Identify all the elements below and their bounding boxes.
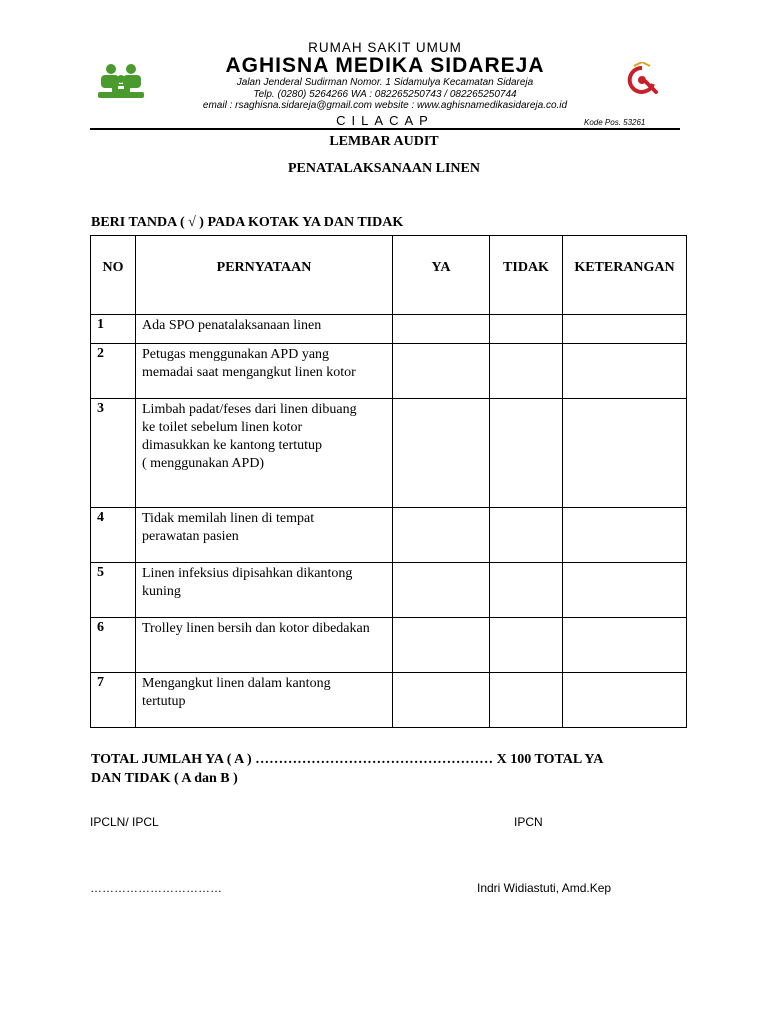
letterhead-text <box>150 40 620 128</box>
column-header-pernyataan: PERNYATAAN <box>136 236 393 315</box>
keterangan-cell[interactable] <box>563 399 687 508</box>
instruction-text: BERI TANDA ( √ ) PADA KOTAK YA DAN TIDAK <box>91 215 404 230</box>
statement-line: Trolley linen bersih dan kotor dibedakan <box>142 621 370 636</box>
table-row <box>91 618 687 673</box>
total-formula-line: TOTAL JUMLAH YA ( A ) …………………………………………… X 100 TOTAL YA <box>91 752 604 767</box>
table-row <box>91 344 687 399</box>
hospital-city: CILACAP <box>336 112 434 128</box>
statement-cell <box>136 673 393 728</box>
statement-cell <box>136 563 393 618</box>
tidak-checkbox-cell[interactable] <box>490 508 563 563</box>
statement-line: ( menggunakan APD) <box>142 456 265 471</box>
row-number: 5 <box>91 563 136 618</box>
keterangan-cell[interactable] <box>563 508 687 563</box>
statement-cell <box>136 344 393 399</box>
statement-cell <box>136 508 393 563</box>
tidak-checkbox-cell[interactable] <box>490 344 563 399</box>
statement-line: kuning <box>142 584 181 599</box>
tidak-checkbox-cell[interactable] <box>490 563 563 618</box>
statement-line: memadai saat mengangkut linen kotor <box>142 365 356 380</box>
ya-checkbox-cell[interactable] <box>393 563 490 618</box>
ya-checkbox-cell[interactable] <box>393 618 490 673</box>
ya-checkbox-cell[interactable] <box>393 399 490 508</box>
ya-checkbox-cell[interactable] <box>393 315 490 344</box>
table-row <box>91 508 687 563</box>
table-row <box>91 399 687 508</box>
page-subtitle: PENATALAKSANAAN LINEN <box>287 161 480 176</box>
table-header-row <box>91 236 687 315</box>
letterhead <box>0 0 768 132</box>
statement-cell <box>136 399 393 508</box>
tidak-checkbox-cell[interactable] <box>490 618 563 673</box>
hospital-kicker: RUMAH SAKIT UMUM <box>308 40 462 55</box>
column-header-ya: YA <box>393 236 490 315</box>
page-title: LEMBAR AUDIT <box>329 134 439 149</box>
statement-line: Ada SPO penatalaksanaan linen <box>142 318 322 333</box>
column-header-no: NO <box>91 236 136 315</box>
column-header-tidak: TIDAK <box>490 236 563 315</box>
tidak-checkbox-cell[interactable] <box>490 673 563 728</box>
hospital-phone: Telp. (0280) 5264266 WA : 082265250743 / 082265250744 <box>253 88 517 100</box>
keterangan-cell[interactable] <box>563 618 687 673</box>
statement-line: Petugas menggunakan APD yang <box>142 347 330 362</box>
row-number: 4 <box>91 508 136 563</box>
keterangan-cell[interactable] <box>563 344 687 399</box>
ya-checkbox-cell[interactable] <box>393 344 490 399</box>
row-number: 2 <box>91 344 136 399</box>
keterangan-cell[interactable] <box>563 563 687 618</box>
statement-line: Tidak memilah linen di tempat <box>142 511 315 526</box>
row-number: 1 <box>91 315 136 344</box>
keterangan-cell[interactable] <box>563 673 687 728</box>
keterangan-cell[interactable] <box>563 315 687 344</box>
statement-line: tertutup <box>142 694 186 709</box>
statement-line: perawatan pasien <box>142 529 239 544</box>
tidak-checkbox-cell[interactable] <box>490 399 563 508</box>
statement-cell <box>136 315 393 344</box>
signature-label-ipcn: IPCN <box>514 815 543 829</box>
tidak-checkbox-cell[interactable] <box>490 315 563 344</box>
audit-table <box>90 235 687 728</box>
statement-line: Mengangkut linen dalam kantong <box>142 676 331 691</box>
statement-line: Limbah padat/feses dari linen dibuang <box>142 402 357 417</box>
signature-name-ipcn: Indri Widiastuti, Amd.Kep <box>477 881 612 895</box>
statement-line: dimasukkan ke kantong tertutup <box>142 438 323 453</box>
total-formula-line: DAN TIDAK ( A dan B ) <box>91 771 238 786</box>
hospital-name: AGHISNA MEDIKA SIDAREJA <box>225 54 545 77</box>
postal-code: Kode Pos. 53261 <box>584 118 646 127</box>
column-header-keterangan: KETERANGAN <box>563 236 687 315</box>
row-number: 3 <box>91 399 136 508</box>
signature-name-ipcln: …………………………… <box>90 881 222 895</box>
letterhead-divider <box>90 128 680 130</box>
hospital-email-web: email : rsaghisna.sidareja@gmail.com website : www.aghisnamedikasidareja.co.id <box>202 100 568 111</box>
hospital-people-logo-icon <box>96 62 146 102</box>
ya-checkbox-cell[interactable] <box>393 508 490 563</box>
table-row <box>91 563 687 618</box>
table-row <box>91 673 687 728</box>
statement-line: Linen infeksius dipisahkan dikantong <box>142 566 353 581</box>
table-row <box>91 315 687 344</box>
row-number: 6 <box>91 618 136 673</box>
ya-checkbox-cell[interactable] <box>393 673 490 728</box>
statement-cell <box>136 618 393 673</box>
total-formula <box>91 750 671 788</box>
row-number: 7 <box>91 673 136 728</box>
accreditation-logo-icon <box>620 62 664 102</box>
signature-label-ipcln: IPCLN/ IPCL <box>90 815 159 829</box>
statement-line: ke toilet sebelum linen kotor <box>142 420 303 435</box>
hospital-address: Jalan Jenderal Sudirman Nomor. 1 Sidamulya Kecamatan Sidareja <box>236 77 534 88</box>
